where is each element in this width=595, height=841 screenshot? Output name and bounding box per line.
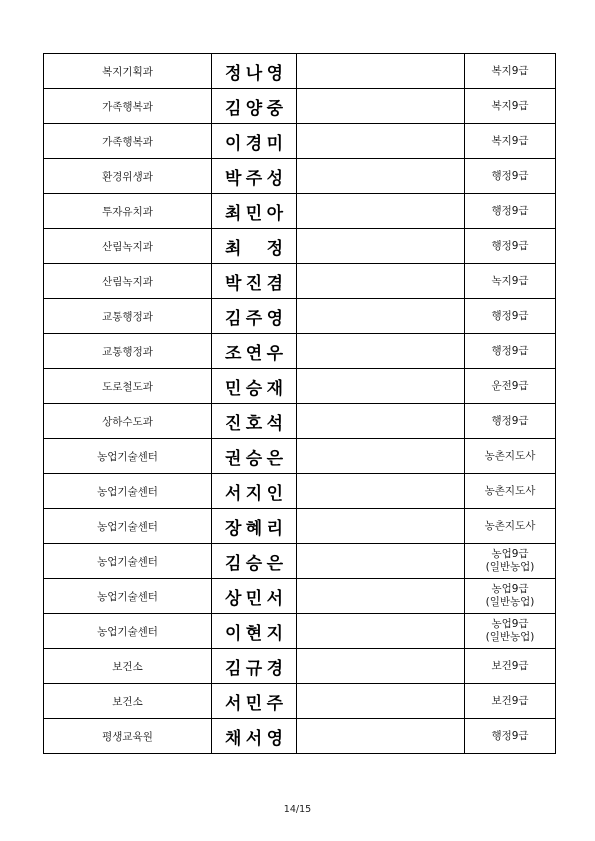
grade-line: (일반농업)	[485, 631, 535, 643]
grade-line: 농업9급	[491, 618, 529, 630]
name-cell	[212, 509, 297, 544]
grade-line: 복지9급	[491, 134, 529, 147]
name-char: 석	[266, 413, 283, 434]
blank-cell	[297, 544, 465, 579]
grade-line: 보건9급	[491, 694, 529, 707]
name-char: 김	[225, 553, 242, 574]
name-char: 최	[225, 238, 242, 259]
name-char: 정	[225, 63, 242, 84]
department-cell: 상하수도과	[44, 404, 212, 439]
person-name	[212, 94, 296, 119]
name-cell	[212, 614, 297, 649]
table-row	[44, 509, 556, 544]
table-row	[44, 124, 556, 159]
grade-line: 행정9급	[491, 169, 529, 182]
name-char: 양	[245, 98, 263, 119]
person-name	[212, 584, 296, 609]
name-char: 정	[266, 238, 283, 259]
table-row	[44, 54, 556, 89]
name-char: 이	[225, 623, 242, 644]
department-cell: 보건소	[44, 649, 212, 684]
grade-cell	[465, 509, 556, 544]
department-cell: 교통행정과	[44, 299, 212, 334]
table-row	[44, 229, 556, 264]
grade-line: 보건9급	[491, 659, 529, 672]
blank-cell	[297, 474, 465, 509]
name-char: 지	[245, 483, 263, 504]
name-char: 민	[245, 693, 263, 714]
department-cell: 농업기술센터	[44, 614, 212, 649]
name-char: 박	[225, 168, 242, 189]
name-char: 승	[245, 553, 263, 574]
grade-cell	[465, 719, 556, 754]
blank-cell	[297, 229, 465, 264]
name-cell	[212, 124, 297, 159]
name-char: 인	[266, 483, 283, 504]
name-char: 서	[225, 693, 242, 714]
name-char: 김	[225, 658, 242, 679]
blank-cell	[297, 579, 465, 614]
grade-line: 행정9급	[491, 204, 529, 217]
blank-cell	[297, 684, 465, 719]
grade-cell	[465, 334, 556, 369]
name-cell	[212, 159, 297, 194]
grade-line: (일반농업)	[485, 596, 535, 608]
person-name	[212, 129, 296, 154]
table-row	[44, 369, 556, 404]
blank-cell	[297, 299, 465, 334]
personnel-table-body	[44, 54, 556, 754]
department-cell: 농업기술센터	[44, 474, 212, 509]
grade-cell	[465, 124, 556, 159]
table-row	[44, 334, 556, 369]
grade-cell	[465, 369, 556, 404]
table-row	[44, 719, 556, 754]
name-char: 민	[245, 588, 263, 609]
name-char: 채	[225, 728, 242, 749]
name-char: 김	[225, 98, 242, 119]
name-char: 은	[266, 448, 283, 469]
department-cell: 농업기술센터	[44, 509, 212, 544]
person-name	[212, 269, 296, 294]
blank-cell	[297, 334, 465, 369]
table-row	[44, 544, 556, 579]
grade-cell	[465, 54, 556, 89]
name-char: 상	[225, 588, 242, 609]
name-char: 재	[266, 378, 283, 399]
table-row	[44, 264, 556, 299]
grade-line: 행정9급	[491, 309, 529, 322]
grade-cell	[465, 614, 556, 649]
name-char: 혜	[245, 518, 263, 539]
blank-cell	[297, 54, 465, 89]
grade-cell	[465, 194, 556, 229]
table-row	[44, 684, 556, 719]
table-row	[44, 439, 556, 474]
grade-line: 복지9급	[491, 99, 529, 112]
person-name	[212, 444, 296, 469]
grade-line: 농업9급	[491, 548, 529, 560]
table-row	[44, 614, 556, 649]
person-name	[212, 514, 296, 539]
person-name	[212, 374, 296, 399]
name-cell	[212, 54, 297, 89]
table-row	[44, 474, 556, 509]
table-row	[44, 579, 556, 614]
blank-cell	[297, 614, 465, 649]
name-cell	[212, 264, 297, 299]
grade-cell	[465, 579, 556, 614]
department-cell: 농업기술센터	[44, 544, 212, 579]
name-cell	[212, 684, 297, 719]
name-cell	[212, 89, 297, 124]
name-char: 현	[245, 623, 263, 644]
blank-cell	[297, 124, 465, 159]
grade-line: 농촌지도사	[484, 484, 536, 497]
name-char: 영	[266, 728, 283, 749]
grade-cell	[465, 404, 556, 439]
name-char: 진	[245, 273, 263, 294]
name-char: 주	[245, 168, 263, 189]
department-cell: 복지기획과	[44, 54, 212, 89]
department-cell: 환경위생과	[44, 159, 212, 194]
blank-cell	[297, 404, 465, 439]
person-name	[212, 479, 296, 504]
department-cell: 가족행복과	[44, 124, 212, 159]
name-char: 이	[225, 133, 242, 154]
blank-cell	[297, 439, 465, 474]
department-cell: 보건소	[44, 684, 212, 719]
name-char: 장	[225, 518, 242, 539]
name-char: 영	[266, 63, 283, 84]
grade-cell	[465, 649, 556, 684]
grade-line: 운전9급	[491, 379, 529, 392]
name-char: 연	[245, 343, 263, 364]
name-char: 주	[266, 693, 283, 714]
department-cell: 교통행정과	[44, 334, 212, 369]
table-row	[44, 649, 556, 684]
name-char: 아	[266, 203, 283, 224]
table-row	[44, 89, 556, 124]
name-cell	[212, 299, 297, 334]
grade-line: 농업9급	[491, 583, 529, 595]
table-row	[44, 404, 556, 439]
department-cell: 평생교육원	[44, 719, 212, 754]
department-cell: 농업기술센터	[44, 439, 212, 474]
name-char: 최	[225, 203, 242, 224]
person-name	[212, 724, 296, 749]
grade-cell	[465, 89, 556, 124]
grade-cell	[465, 264, 556, 299]
personnel-table	[43, 53, 556, 754]
name-char: 영	[266, 308, 283, 329]
grade-line: 복지9급	[491, 64, 529, 77]
department-cell: 산림녹지과	[44, 229, 212, 264]
department-cell: 도로철도과	[44, 369, 212, 404]
grade-line: 농촌지도사	[484, 449, 536, 462]
grade-cell	[465, 299, 556, 334]
table-row	[44, 299, 556, 334]
name-cell	[212, 649, 297, 684]
name-char: 은	[266, 553, 283, 574]
blank-cell	[297, 89, 465, 124]
name-char: 미	[266, 133, 283, 154]
name-char: 박	[225, 273, 242, 294]
grade-line: 행정9급	[491, 729, 529, 742]
grade-cell	[465, 474, 556, 509]
person-name	[212, 164, 296, 189]
blank-cell	[297, 719, 465, 754]
grade-line: 행정9급	[491, 239, 529, 252]
name-char: 서	[225, 483, 242, 504]
grade-line: 농촌지도사	[484, 519, 536, 532]
person-name	[212, 234, 296, 259]
blank-cell	[297, 369, 465, 404]
department-cell: 산림녹지과	[44, 264, 212, 299]
blank-cell	[297, 649, 465, 684]
name-cell	[212, 544, 297, 579]
person-name	[212, 59, 296, 84]
person-name	[212, 199, 296, 224]
name-cell	[212, 194, 297, 229]
grade-line: 행정9급	[491, 414, 529, 427]
name-cell	[212, 229, 297, 264]
name-char: 호	[245, 413, 263, 434]
name-char: 지	[266, 623, 283, 644]
name-cell	[212, 439, 297, 474]
page-number: 14/15	[283, 804, 312, 815]
grade-cell	[465, 684, 556, 719]
grade-line: 행정9급	[491, 344, 529, 357]
name-cell	[212, 474, 297, 509]
name-char: 서	[245, 728, 263, 749]
grade-line: (일반농업)	[485, 561, 535, 573]
blank-cell	[297, 264, 465, 299]
name-char: 나	[245, 63, 263, 84]
grade-cell	[465, 439, 556, 474]
person-name	[212, 409, 296, 434]
name-char: 민	[225, 378, 242, 399]
name-char: 주	[245, 308, 263, 329]
grade-line: 녹지9급	[491, 274, 529, 287]
name-char: 성	[266, 168, 283, 189]
blank-cell	[297, 509, 465, 544]
name-char: 김	[225, 308, 242, 329]
name-cell	[212, 369, 297, 404]
table-row	[44, 159, 556, 194]
person-name	[212, 654, 296, 679]
name-cell	[212, 404, 297, 439]
name-char: 서	[266, 588, 283, 609]
department-cell: 농업기술센터	[44, 579, 212, 614]
name-char: 겸	[266, 273, 283, 294]
person-name	[212, 689, 296, 714]
person-name	[212, 619, 296, 644]
grade-cell	[465, 229, 556, 264]
name-char: 경	[245, 133, 263, 154]
name-char: 경	[266, 658, 283, 679]
name-cell	[212, 719, 297, 754]
name-char: 민	[245, 203, 263, 224]
grade-cell	[465, 159, 556, 194]
person-name	[212, 549, 296, 574]
name-char: 승	[245, 378, 263, 399]
name-char: 진	[225, 413, 242, 434]
grade-cell	[465, 544, 556, 579]
department-cell: 가족행복과	[44, 89, 212, 124]
table-row	[44, 194, 556, 229]
name-char: 조	[225, 343, 242, 364]
name-char: 리	[266, 518, 283, 539]
blank-cell	[297, 194, 465, 229]
person-name	[212, 304, 296, 329]
name-char: 규	[245, 658, 263, 679]
name-cell	[212, 579, 297, 614]
person-name	[212, 339, 296, 364]
department-cell: 투자유치과	[44, 194, 212, 229]
blank-cell	[297, 159, 465, 194]
name-char: 우	[266, 343, 283, 364]
name-cell	[212, 334, 297, 369]
name-char: 승	[245, 448, 263, 469]
name-char: 중	[266, 98, 283, 119]
name-char: 권	[225, 448, 242, 469]
